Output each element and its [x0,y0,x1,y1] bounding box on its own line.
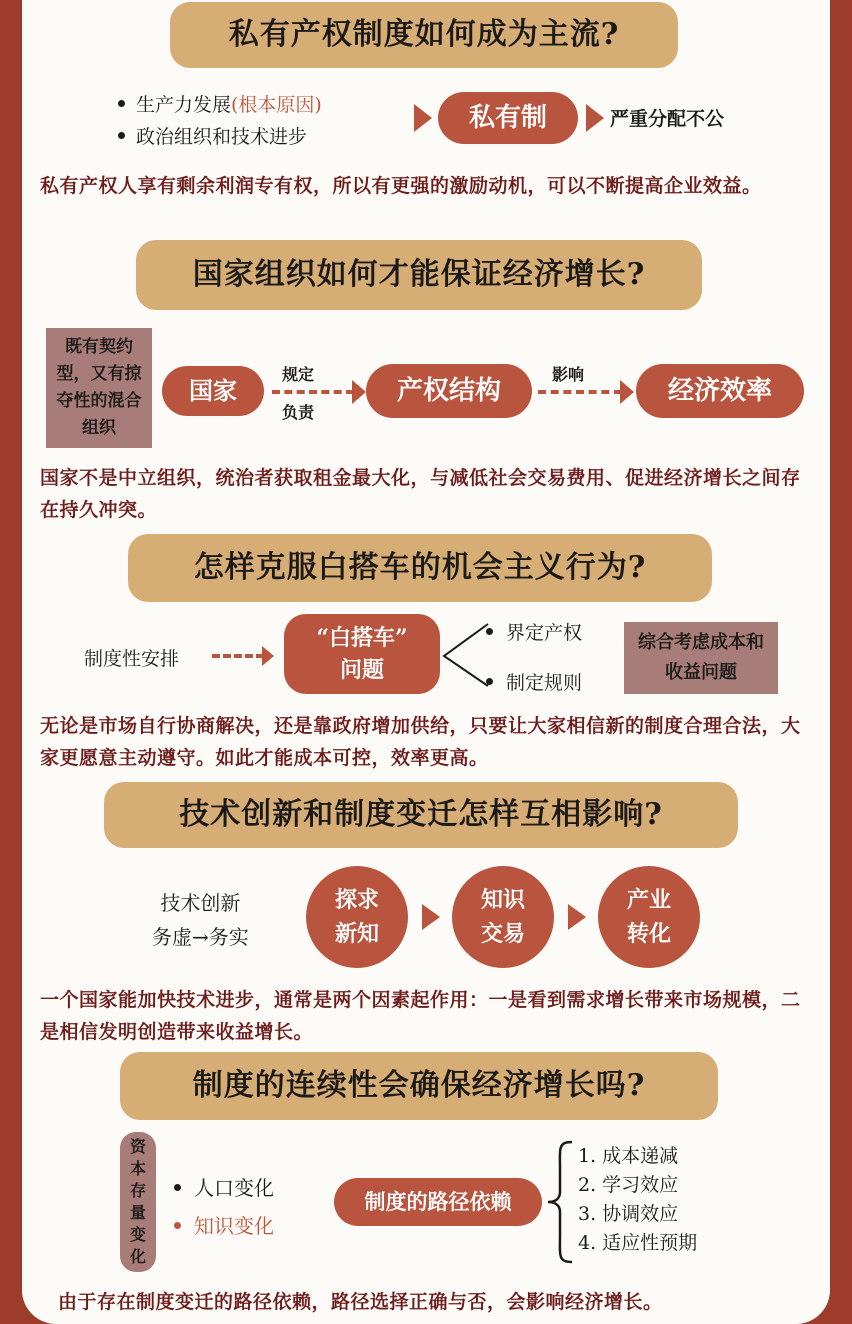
s5-vertical-box [120,1132,156,1272]
s2-node-state: 国家 [162,366,264,416]
s4-circle-trade [452,866,554,968]
s1-center-oval: 私有制 [438,92,578,144]
section1-title: 私有产权制度如何成为主流? [170,2,678,68]
vertical-box-char: 化 [129,1247,146,1266]
s2-arrow1-top: 规定 [282,365,315,384]
s3-center-oval [284,614,440,694]
s4-left-line1: 技术创新 [160,891,241,915]
triangle-right-icon [422,904,440,930]
s4-paragraph: 一个国家能加快技术进步，通常是两个因素起作用：一是看到需求增长带来市场规模，二是相信发明创造带来收益增长。 [40,989,801,1043]
s4-c2-line2: 交易 [480,921,525,947]
s2-arrow2-top: 影响 [552,365,585,384]
list-item: 1. 成本递减 [578,1145,679,1167]
s2-node-property: 产权结构 [366,364,532,418]
s2-side-box: 既有契约型，又有掠夺性的混合组织 [46,328,152,448]
s5-item2: 知识变化 [194,1214,274,1238]
s3-center-line2: 问题 [339,657,384,683]
list-item: 2. 学习效应 [578,1174,679,1196]
vertical-box-char: 存 [129,1181,146,1200]
s4-c1-line2: 新知 [334,921,379,947]
s3-left-label: 制度性安排 [84,648,180,670]
s2-paragraph: 国家不是中立组织，统治者获取租金最大化，与减低社会交易费用、促进经济增长之间存在持久冲突。 [40,467,801,521]
s3-paragraph: 无论是市场自行协商解决，还是靠政府增加供给，只要让大家相信新的制度合理合法，大家更愿意主动遵守。如此才能成本可控，效率更高。 [40,715,801,769]
vertical-box-char: 量 [129,1203,146,1222]
s4-circle-explore [306,866,408,968]
triangle-right-icon [586,104,604,132]
bullet-icon [486,678,493,685]
s1-result: 严重分配不公 [610,108,725,130]
arrow-right-icon [620,380,634,404]
s3-arrow-line [212,654,264,658]
s4-c1-line1: 探求 [334,887,379,913]
section5-title: 制度的连续性会确保经济增长吗? [120,1052,718,1120]
s4-circle-industry [598,866,700,968]
bullet-icon [174,1184,181,1191]
s5-paragraph: 由于存在制度变迁的路径依赖，路径选择正确与否，会影响经济增长。 [58,1291,663,1313]
s3-center-line1: “白搭车” [316,625,408,651]
infographic-page [22,0,830,1324]
brace-icon [546,1140,576,1264]
s5-item1: 人口变化 [194,1176,274,1200]
s1-item1 [136,90,322,117]
bullet-icon [118,100,125,107]
s4-left-line2: 务虚→务实 [152,925,249,949]
s1-item2: 政治组织和技术进步 [136,126,308,148]
vertical-box-char: 变 [129,1225,146,1244]
section3-title: 怎样克服白搭车的机会主义行为? [128,534,712,602]
s1-paragraph: 私有产权人享有剩余利润专有权，所以有更强的激励动机，可以不断提高企业效益。 [40,175,762,197]
triangle-right-icon [568,904,586,930]
s2-arrow2-line [538,390,622,394]
bullet-icon [118,132,125,139]
s3-branch2: 制定规则 [506,672,583,694]
s4-c2-line1: 知识 [480,887,525,913]
section4-title: 技术创新和制度变迁怎样互相影响? [104,782,738,848]
s2-arrow1-line [272,390,354,394]
branch-lines-icon [440,620,490,690]
list-item: 3. 协调效应 [578,1203,679,1225]
s1-item1-text: 生产力发展 [136,94,232,116]
s4-c3-line1: 产业 [626,887,671,913]
s2-node-efficiency: 经济效率 [636,364,804,418]
arrow-right-icon [352,380,366,404]
bullet-icon [174,1222,181,1229]
section2-title: 国家组织如何才能保证经济增长? [136,240,702,310]
s3-branch1: 界定产权 [506,622,583,644]
s4-c3-line2: 转化 [626,921,671,947]
s5-center-oval: 制度的路径依赖 [334,1178,542,1226]
arrow-right-icon [262,646,274,666]
s5-list [578,1142,697,1258]
s1-item1-note: (根本原因) [231,94,322,116]
s3-side-box: 综合考虑成本和收益问题 [624,622,778,694]
vertical-box-char: 本 [129,1159,146,1178]
bullet-icon [486,628,493,635]
list-item: 4. 适应性预期 [578,1232,698,1254]
vertical-box-char: 资 [129,1137,146,1156]
s4-left [152,886,249,954]
s2-arrow1-bottom: 负责 [282,403,315,422]
triangle-right-icon [414,104,432,132]
